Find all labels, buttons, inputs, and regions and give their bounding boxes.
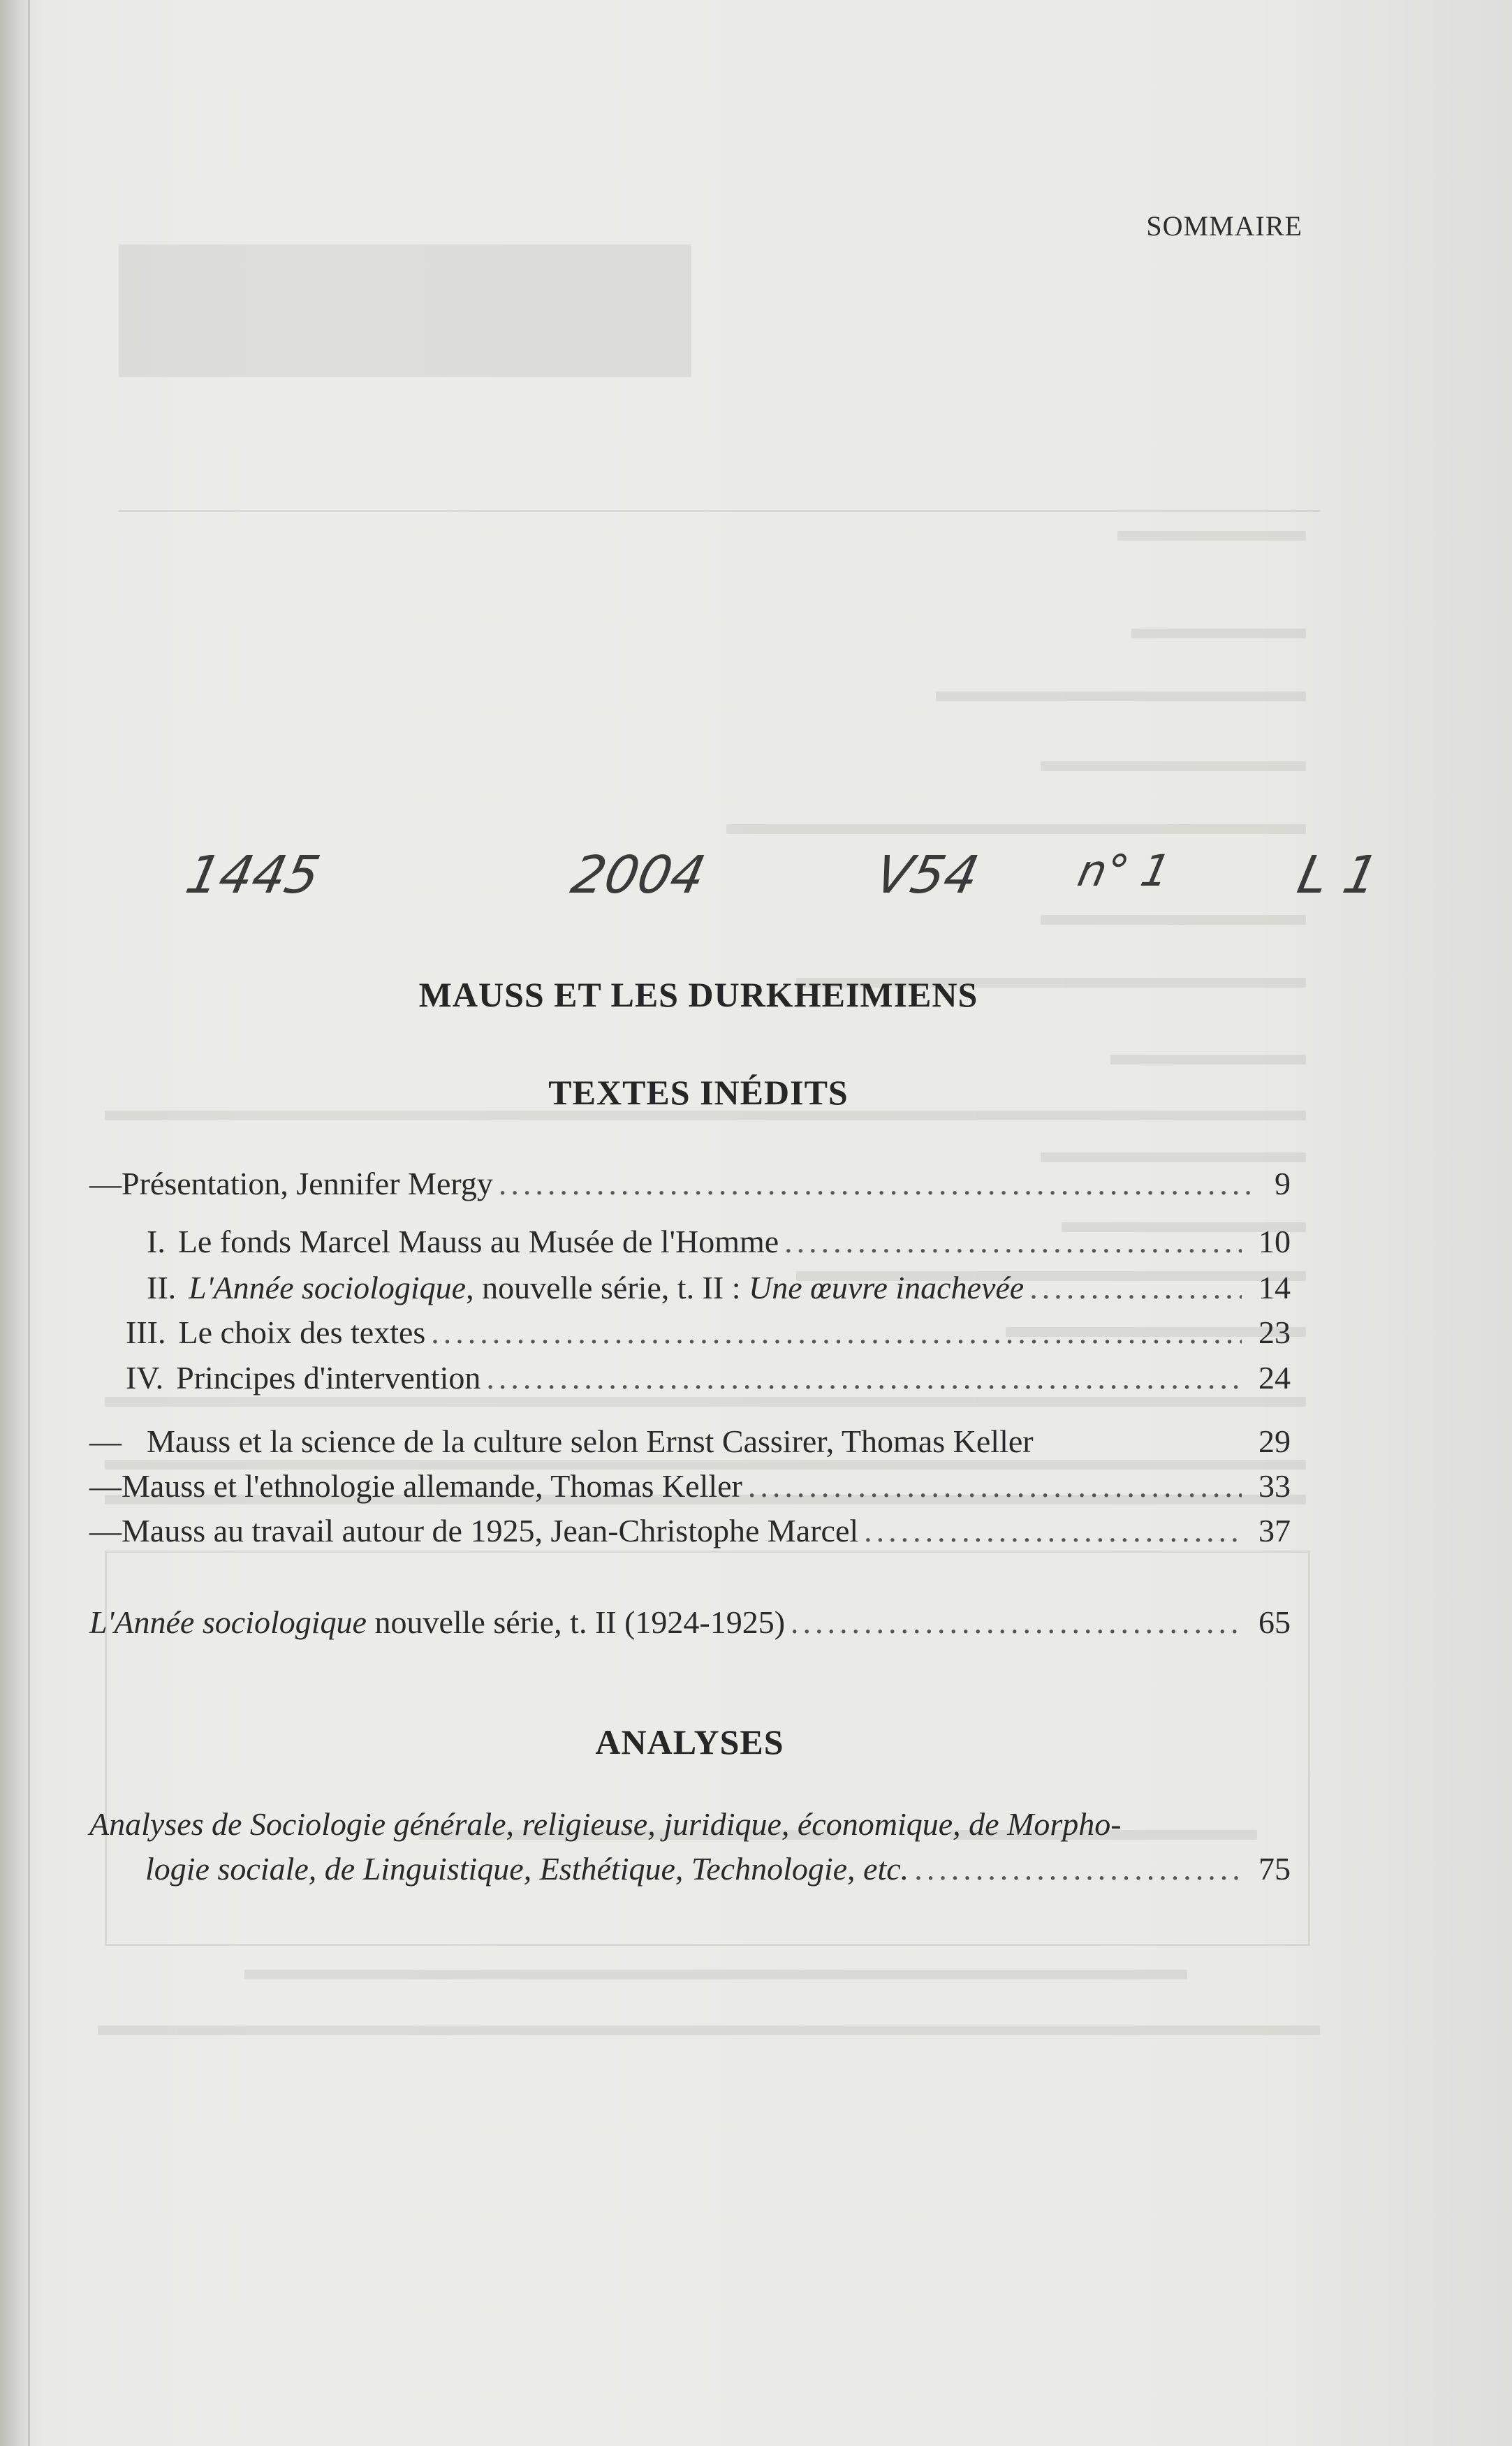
toc-entry-text: nouvelle série, t. II (1924-1925) xyxy=(366,1604,786,1640)
toc-page-number: 37 xyxy=(1258,1513,1291,1548)
toc-subentry-3 xyxy=(126,1312,1291,1354)
em-dash: — xyxy=(89,1513,122,1548)
toc-page-number: 10 xyxy=(1258,1224,1291,1259)
toc-entry-italic: L'Année sociologique xyxy=(89,1604,367,1640)
toc-subentry-1 xyxy=(147,1221,1291,1263)
handwritten-note: 1445 xyxy=(180,845,325,905)
toc-page-number: 75 xyxy=(1258,1851,1291,1887)
page-gutter-line xyxy=(28,0,30,2446)
dot-leader xyxy=(431,1312,1242,1354)
toc-entry-text: Le choix des textes xyxy=(178,1314,426,1350)
sommaire-label: SOMMAIRE xyxy=(1146,210,1302,242)
toc-entry-text: Mauss et l'ethnologie allemande, Thomas Keller xyxy=(122,1468,742,1504)
toc-subentry-2 xyxy=(147,1267,1291,1309)
toc-entry-italic: Une œuvre inachevée xyxy=(749,1270,1025,1305)
toc-page-number: 29 xyxy=(1258,1423,1291,1459)
toc-entry-annee xyxy=(89,1602,1291,1643)
section-title-main: MAUSS ET LES DURKHEIMIENS xyxy=(418,975,978,1014)
dot-leader xyxy=(499,1163,1253,1205)
dot-leader xyxy=(914,1847,1242,1891)
handwritten-note: n° 1 xyxy=(1073,845,1175,896)
roman-numeral: II. xyxy=(147,1270,177,1305)
toc-entry-italic: L'Année sociologique xyxy=(189,1270,467,1305)
toc-entry-text: Mauss au travail autour de 1925, Jean-Christophe Marcel xyxy=(122,1513,859,1548)
dot-leader xyxy=(864,1510,1242,1552)
handwritten-note: L 1 xyxy=(1292,845,1383,905)
toc-entry-cassirer xyxy=(89,1421,1291,1463)
toc-page-number: 9 xyxy=(1275,1166,1291,1201)
dot-leader xyxy=(791,1602,1242,1643)
dot-leader xyxy=(486,1357,1242,1399)
toc-page-number: 65 xyxy=(1258,1604,1291,1640)
toc-entry-continuation xyxy=(89,1847,1291,1891)
toc-entry-text: Principes d'intervention xyxy=(176,1360,481,1396)
toc-entry-text: Le fonds Marcel Mauss au Musée de l'Homme xyxy=(177,1224,779,1259)
roman-numeral: III. xyxy=(126,1314,166,1350)
toc-entry-analyses xyxy=(89,1802,1291,1891)
em-dash: — xyxy=(89,1166,122,1201)
em-dash: — xyxy=(89,1468,122,1504)
toc-subentry-4 xyxy=(126,1357,1291,1399)
toc-entry-travail xyxy=(89,1510,1291,1552)
toc-entry-text: , nouvelle série, t. II : xyxy=(466,1270,749,1305)
toc-entry-italic: logie sociale, de Linguistique, Esthétique, Technologie, etc. xyxy=(145,1851,909,1887)
toc-page-number: 24 xyxy=(1258,1360,1291,1396)
dot-leader xyxy=(1029,1267,1242,1309)
toc-page-number: 23 xyxy=(1258,1314,1291,1350)
toc-entry-presentation xyxy=(89,1163,1291,1205)
dot-leader xyxy=(748,1465,1242,1507)
roman-numeral: IV. xyxy=(126,1360,164,1396)
toc-page-number: 33 xyxy=(1258,1468,1291,1504)
toc-entry-text: Mauss et la science de la culture selon Ernst Cassirer, Thomas Keller xyxy=(147,1423,1034,1459)
handwritten-note: V54 xyxy=(869,845,984,905)
toc-entry-italic: Analyses de Sociologie générale, religieuse, juridique, économique, de Morpho- xyxy=(89,1806,1122,1842)
dot-leader xyxy=(784,1221,1242,1263)
roman-numeral: I. xyxy=(147,1224,166,1259)
handwritten-note: 2004 xyxy=(566,845,711,905)
section-title-analyses: ANALYSES xyxy=(595,1722,784,1762)
toc-entry-text: Présentation, Jennifer Mergy xyxy=(122,1166,493,1201)
em-dash: — xyxy=(89,1423,122,1459)
section-title-textes: TEXTES INÉDITS xyxy=(548,1073,849,1112)
toc-page-number: 14 xyxy=(1258,1270,1291,1305)
toc-entry-ethnologie xyxy=(89,1465,1291,1507)
